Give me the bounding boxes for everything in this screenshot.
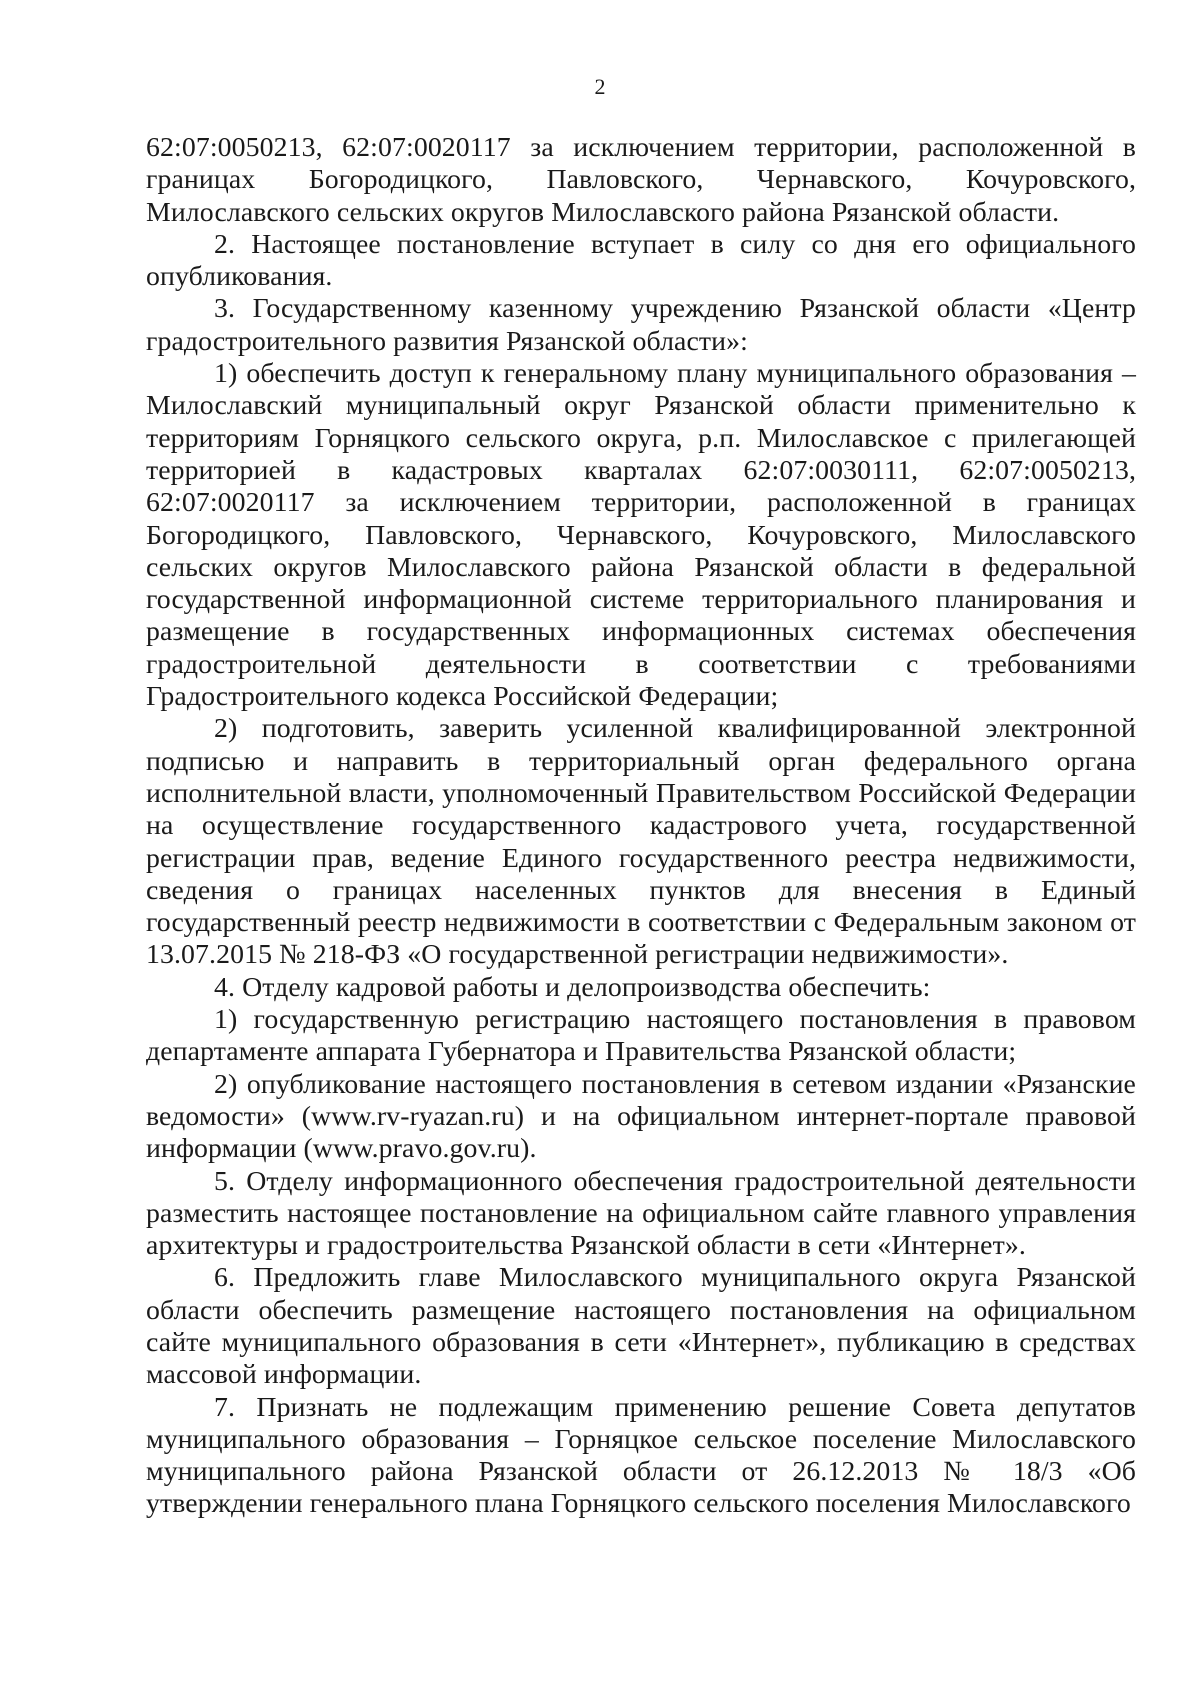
paragraph-5: 5. Отделу информационного обеспечения градостроительной деятельности разместить настоящее постановление на официальном сайте главного управления архитектуры и градостроительства Рязанской области в сети «Интернет».: [146, 1165, 1136, 1262]
paragraph-2: 2. Настоящее постановление вступает в силу со дня его официального опубликования.: [146, 228, 1136, 293]
document-body: [146, 132, 1136, 1521]
paragraph-3-2: 2) подготовить, заверить усиленной квалифицированной электронной подписью и направить в территориальный орган федерального органа исполнительной власти, уполномоченный Правительством Российской Федерации на осуществление государственного кадастрового учета, государственной регистрации прав, ведение Единого государственного реестра недвижимости, сведения о границах населенных пунктов для внесения в Единый государственный реестр недвижимости в соответствии с Федеральным законом от 13.07.2015 № 218-ФЗ «О государственной регистрации недвижимости».: [146, 713, 1136, 971]
paragraph-4-2: 2) опубликование настоящего постановления в сетевом издании «Рязанские ведомости» (www.rv-ryazan.ru) и на официальном интернет-портале правовой информации (www.pravo.gov.ru).: [146, 1068, 1136, 1165]
paragraph-3-1: 1) обеспечить доступ к генеральному плану муниципального образования – Милославский муниципальный округ Рязанской области применительно к территориям Горняцкого сельского округа, р.п. Милославское с прилегающей территорией в кадастровых кварталах 62:07:0030111, 62:07:0050213, 62:07:0020117 за исключением территории, расположенной в границах Богородицкого, Павловского, Чернавского, Кочуровского, Милославского сельских округов Милославского района Рязанской области в федеральной государственной информационной системе территориального планирования и размещение в государственных информационных системах обеспечения градостроительной деятельности в соответствии с требованиями Градостроительного кодекса Российской Федерации;: [146, 358, 1136, 713]
paragraph-3: 3. Государственному казенному учреждению Рязанской области «Центр градостроительного развития Рязанской области»:: [146, 293, 1136, 357]
paragraph-7: 7. Признать не подлежащим применению решение Совета депутатов муниципального образования – Горняцкое сельское поселение Милославского муниципального района Рязанской области от 26.12.2013 № 18/3 «Об утверждении генерального плана Горняцкого сельского поселения Милославского: [146, 1391, 1136, 1520]
paragraph-continuation: 62:07:0050213, 62:07:0020117 за исключением территории, расположенной в границах Богородицкого, Павловского, Чернавского, Кочуровского, Милославского сельских округов Милославского района Рязанской области.: [146, 132, 1136, 228]
paragraph-4-1: 1) государственную регистрацию настоящего постановления в правовом департаменте аппарата Губернатора и Правительства Рязанской области;: [146, 1004, 1136, 1068]
page-number: 2: [594, 74, 606, 99]
paragraph-4: 4. Отделу кадровой работы и делопроизводства обеспечить:: [214, 971, 931, 1003]
paragraph-6: 6. Предложить главе Милославского муниципального округа Рязанской области обеспечить размещение настоящего постановления на официальном сайте муниципального образования в сети «Интернет», публикацию в средствах массовой информации.: [146, 1262, 1136, 1391]
